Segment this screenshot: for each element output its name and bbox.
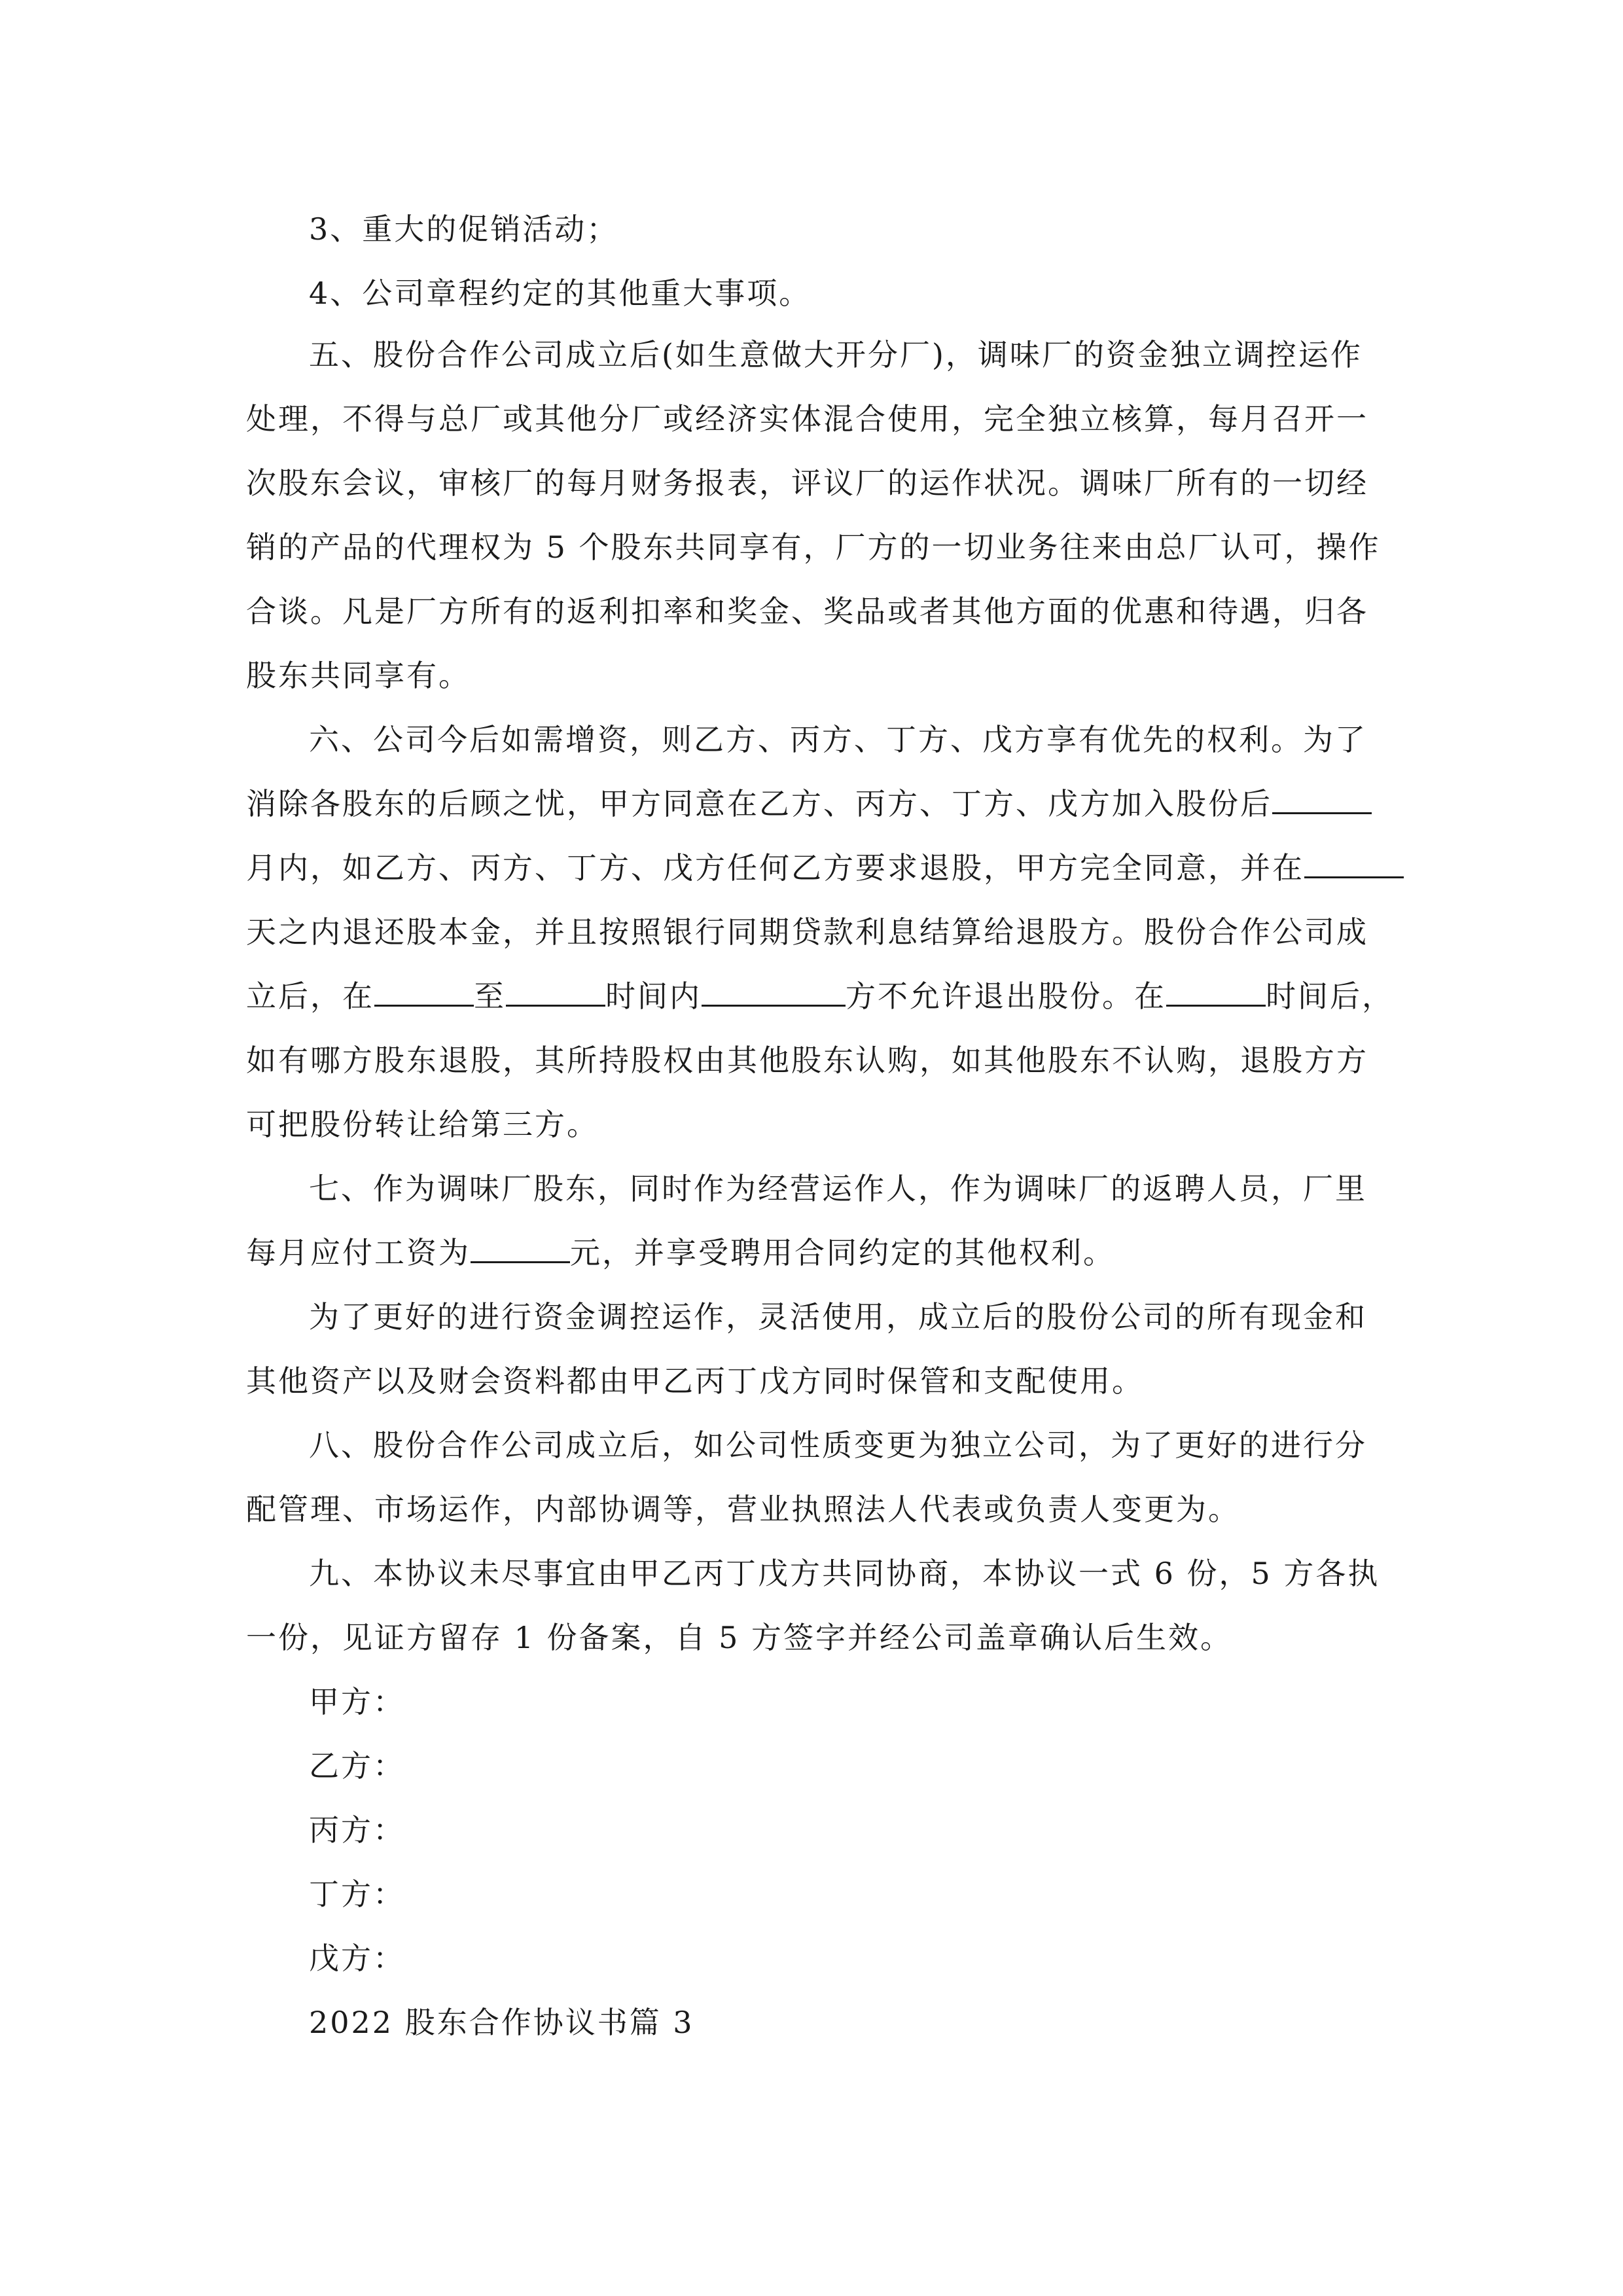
text-segment: 天之内退还股本金，并且按照银行同期贷款利息结算给退股方。股份合作公司成	[246, 914, 1368, 950]
text-segment: 3、重大的促销活动；	[309, 211, 619, 247]
fill-in-blank	[702, 978, 846, 1007]
clause-3-line	[309, 211, 618, 247]
text-segment: 五、股份合作公司成立后(如生意做大开分厂)，调味厂的资金独立调控运作	[309, 337, 1363, 372]
fill-in-blank	[1272, 786, 1372, 814]
paragraph-5-line-1	[309, 336, 1363, 373]
text-segment: 为了更好的进行资金调控运作，灵活使用，成立后的股份公司的所有现金和	[309, 1299, 1367, 1335]
text-segment: 八、股份合作公司成立后，如公司性质变更为独立公司，为了更好的进行分	[309, 1427, 1367, 1463]
text-segment: 丙方：	[309, 1812, 405, 1848]
paragraph-7-line-1	[309, 1170, 1367, 1207]
paragraph-8-line-2	[246, 1491, 1240, 1528]
text-segment: 九、本协议未尽事宜由甲乙丙丁戊方共同协商，本协议一式 6 份，5 方各执	[309, 1556, 1380, 1591]
signature-party-c	[309, 1812, 405, 1848]
text-segment: 2022 股东合作协议书篇 3	[309, 2005, 694, 2040]
text-segment: 一份，见证方留存 1 份备案，自 5 方签字并经公司盖章确认后生效。	[246, 1620, 1233, 1655]
fill-in-blank	[506, 978, 605, 1007]
text-segment: 处理，不得与总厂或其他分厂或经济实体混合使用，完全独立核算，每月召开一	[246, 401, 1368, 437]
text-segment: 销的产品的代理权为 5 个股东共同享有，厂方的一切业务往来由总厂认可，操作	[246, 529, 1381, 565]
paragraph-5-line-6	[246, 657, 471, 694]
text-segment: 可把股份转让给第三方。	[246, 1107, 599, 1142]
paragraph-9-line-1	[309, 1555, 1380, 1592]
text-segment: 月内，如乙方、丙方、丁方、戊方任何乙方要求退股，甲方完全同意，并在	[246, 850, 1304, 886]
section-heading	[309, 2004, 694, 2041]
text-segment: 方不允许退出股份。在	[846, 978, 1166, 1014]
paragraph-5-line-3	[246, 465, 1368, 501]
text-segment: 次股东会议，审核厂的每月财务报表，评议厂的运作状况。调味厂所有的一切经	[246, 465, 1368, 501]
fill-in-blank	[471, 1235, 570, 1263]
text-segment: 戊方：	[309, 1941, 405, 1976]
text-segment: 甲方：	[309, 1684, 405, 1719]
paragraph-funds-line-1	[309, 1299, 1367, 1335]
fill-in-blank	[374, 978, 474, 1007]
signature-party-e	[309, 1940, 405, 1977]
text-segment: 其他资产以及财会资料都由甲乙丙丁戊方同时保管和支配使用。	[246, 1363, 1144, 1399]
text-segment: 元，并享受聘用合同约定的其他权利。	[570, 1235, 1115, 1270]
text-segment: 配管理、市场运作，内部协调等，营业执照法人代表或负责人变更为。	[246, 1492, 1240, 1527]
text-segment: 股东共同享有。	[246, 658, 471, 693]
paragraph-funds-line-2	[246, 1363, 1144, 1399]
paragraph-6-line-5	[246, 978, 1394, 1014]
paragraph-6-line-6	[246, 1042, 1368, 1079]
text-segment: 合谈。凡是厂方所有的返利扣率和奖金、奖品或者其他方面的优惠和待遇，归各	[246, 594, 1368, 629]
paragraph-6-line-7	[246, 1106, 599, 1143]
paragraph-6-line-2	[246, 785, 1372, 822]
text-segment: 如有哪方股东退股，其所持股权由其他股东认购，如其他股东不认购，退股方方	[246, 1043, 1368, 1078]
text-segment: 立后，在	[246, 978, 374, 1014]
paragraph-6-line-4	[246, 914, 1368, 950]
paragraph-6-line-1	[309, 721, 1367, 758]
paragraph-5-line-4	[246, 529, 1381, 565]
fill-in-blank	[1304, 850, 1404, 878]
signature-party-d	[309, 1876, 405, 1912]
text-segment: 消除各股东的后顾之忧，甲方同意在乙方、丙方、丁方、戊方加入股份后	[246, 786, 1272, 821]
fill-in-blank	[1166, 978, 1266, 1007]
paragraph-5-line-5	[246, 593, 1368, 630]
paragraph-5-line-2	[246, 401, 1368, 437]
clause-4-line	[309, 275, 811, 312]
text-segment: 七、作为调味厂股东，同时作为经营运作人，作为调味厂的返聘人员，厂里	[309, 1171, 1367, 1206]
paragraph-6-line-3	[246, 850, 1404, 886]
text-segment: 时间后，	[1266, 978, 1394, 1014]
text-segment: 六、公司今后如需增资，则乙方、丙方、丁方、戊方享有优先的权利。为了	[309, 722, 1367, 757]
paragraph-7-line-2	[246, 1234, 1115, 1271]
paragraph-8-line-1	[309, 1427, 1367, 1463]
text-segment: 至	[474, 978, 506, 1014]
signature-party-a	[309, 1683, 405, 1720]
text-segment: 4、公司章程约定的其他重大事项。	[309, 276, 812, 311]
text-segment: 时间内	[605, 978, 702, 1014]
text-segment: 每月应付工资为	[246, 1235, 471, 1270]
text-segment: 乙方：	[309, 1748, 405, 1784]
text-segment: 丁方：	[309, 1876, 405, 1912]
paragraph-9-line-2	[246, 1619, 1232, 1656]
signature-party-b	[309, 1748, 405, 1784]
